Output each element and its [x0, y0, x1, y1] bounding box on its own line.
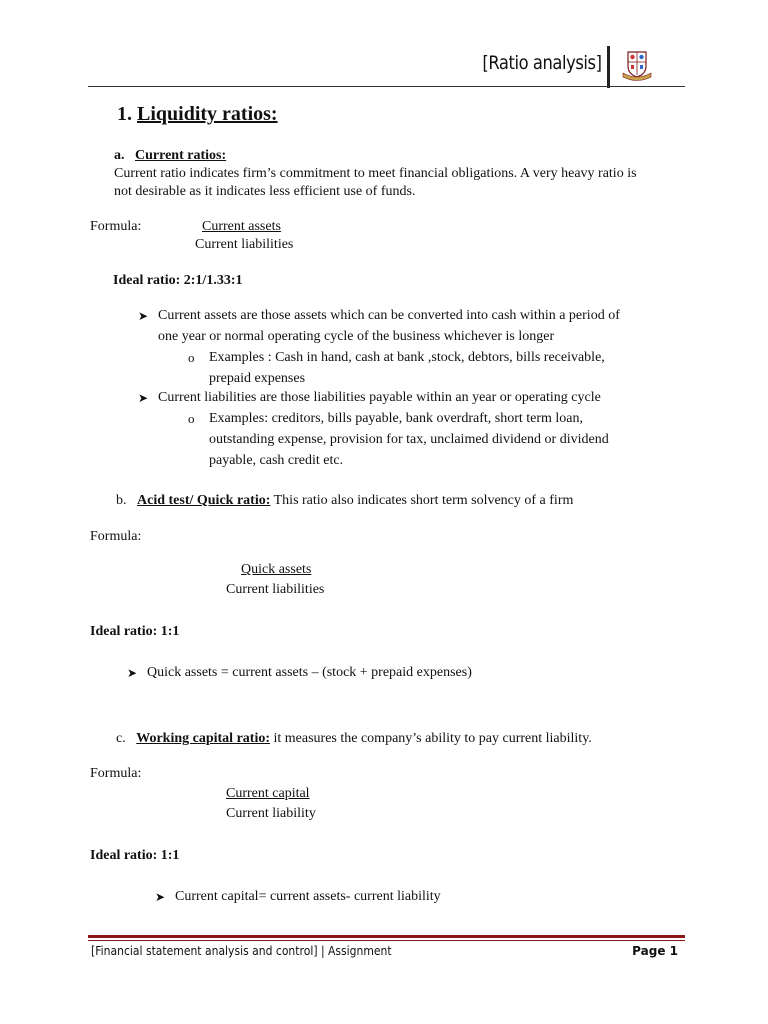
formula-label: Formula:: [90, 219, 142, 234]
current-ratio-desc-2: not desirable as it indicates less efficient use of funds.: [114, 184, 416, 199]
circle-bullet-icon: o: [188, 350, 195, 365]
bullet-text: Quick assets = current assets – (stock + prepaid expenses): [147, 665, 472, 680]
bullet-text: Current liabilities are those liabilities payable within an year or operating cycle: [158, 390, 601, 405]
section-heading: 1. Liquidity ratios:: [117, 103, 278, 125]
page-number: Page 1: [632, 944, 678, 958]
sub-bullet-text: payable, cash credit etc.: [209, 453, 344, 468]
header-divider: [607, 46, 610, 88]
arrow-bullet-icon: ➤: [138, 391, 149, 405]
footer-left-text: [Financial statement analysis and control] | Assignment: [91, 944, 392, 958]
sub-bullet-text: Examples : Cash in hand, cash at bank ,stock, debtors, bills receivable,: [209, 350, 605, 365]
formula-numerator: Current assets: [202, 219, 281, 234]
footer-rule: [88, 940, 685, 941]
sub-bullet-text: prepaid expenses: [209, 371, 306, 386]
working-capital-title: Working capital ratio:: [136, 731, 270, 746]
ideal-ratio: Ideal ratio: 2:1/1.33:1: [113, 273, 243, 288]
formula-denominator: Current liability: [226, 806, 316, 821]
ideal-ratio: Ideal ratio: 1:1: [90, 848, 180, 863]
arrow-bullet-icon: ➤: [127, 666, 138, 680]
formula-label: Formula:: [90, 529, 142, 544]
ideal-ratio: Ideal ratio: 1:1: [90, 624, 180, 639]
circle-bullet-icon: o: [188, 411, 195, 426]
current-ratio-heading: a. Current ratios:: [114, 148, 227, 163]
sub-bullet-text: outstanding expense, provision for tax, unclaimed dividend or dividend: [209, 432, 609, 447]
section-heading-text: Liquidity ratios:: [137, 103, 278, 125]
header-title: [Ratio analysis]: [482, 52, 602, 74]
arrow-bullet-icon: ➤: [138, 309, 149, 323]
current-ratio-title: Current ratios:: [135, 148, 227, 163]
header-rule: [88, 86, 685, 87]
bullet-text: Current capital= current assets- current liability: [175, 889, 441, 904]
formula-denominator: Current liabilities: [195, 237, 294, 252]
formula-numerator: Quick assets: [241, 562, 312, 577]
formula-numerator: Current capital: [226, 786, 310, 801]
current-ratio-desc-1: Current ratio indicates firm’s commitment to meet financial obligations. A very heavy ratio is: [114, 166, 637, 181]
quick-ratio-title: Acid test/ Quick ratio:: [137, 493, 271, 508]
formula-label: Formula:: [90, 766, 142, 781]
bullet-text: one year or normal operating cycle of the business whichever is longer: [158, 329, 555, 344]
working-capital-heading: c. Working capital ratio: it measures the company’s ability to pay current liability.: [116, 731, 592, 746]
formula-denominator: Current liabilities: [226, 582, 325, 597]
sub-bullet-text: Examples: creditors, bills payable, bank overdraft, short term loan,: [209, 411, 584, 426]
bullet-text: Current assets are those assets which can be converted into cash within a period of: [158, 308, 620, 323]
college-crest-icon: [620, 48, 654, 82]
arrow-bullet-icon: ➤: [155, 890, 166, 904]
quick-ratio-heading: b. Acid test/ Quick ratio: This ratio also indicates short term solvency of a firm: [116, 493, 574, 508]
footer-rule: [88, 935, 685, 938]
